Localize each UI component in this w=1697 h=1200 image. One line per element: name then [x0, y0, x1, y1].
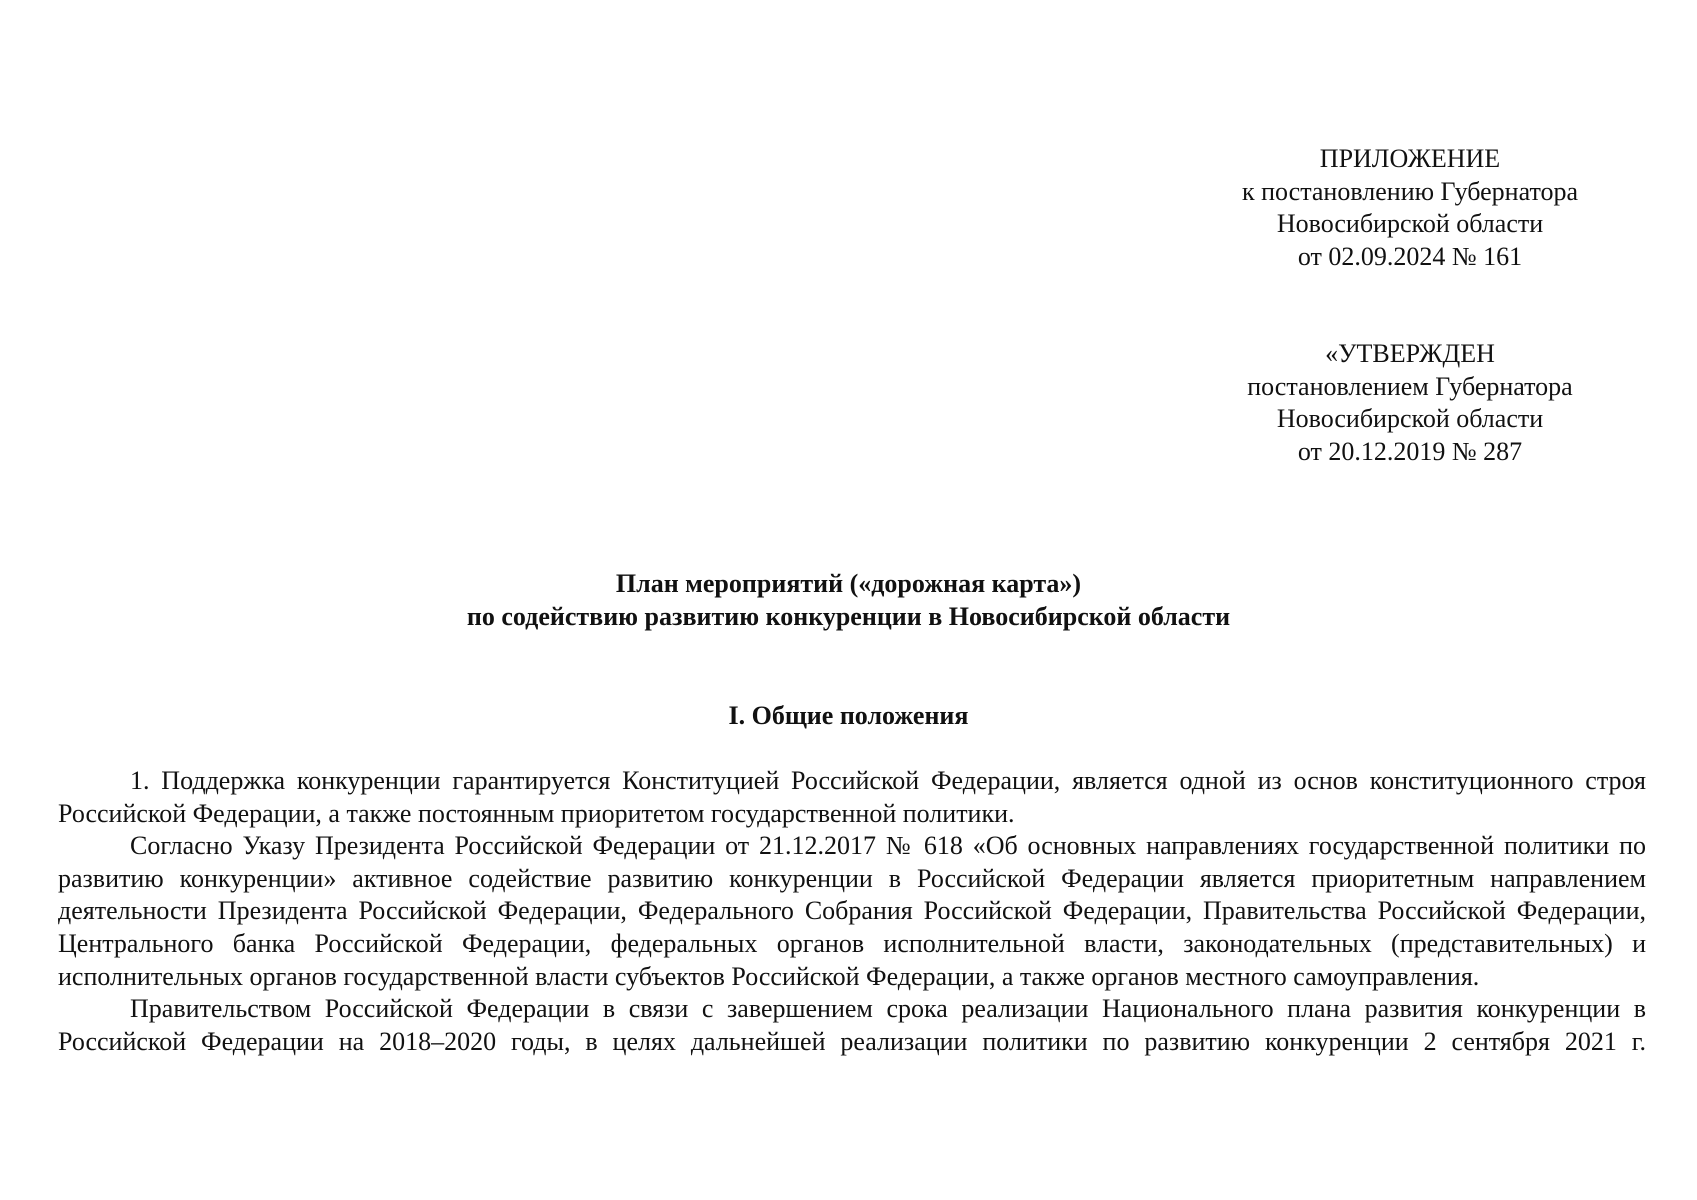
- document-title-line-1: План мероприятий («дорожная карта»): [615, 569, 1082, 598]
- appendix-stamp: [1140, 143, 1680, 273]
- document-title: [60, 568, 1637, 633]
- approval-date-number: от 20.12.2019 № 287: [1297, 436, 1523, 466]
- approval-label: «УТВЕРЖДЕН: [1325, 339, 1495, 368]
- appendix-reference: к постановлению Губернатора: [1241, 176, 1579, 206]
- section-heading: I. Общие положения: [728, 701, 969, 730]
- appendix-region: Новосибирской области: [1276, 209, 1544, 238]
- section-body: [58, 765, 1646, 1058]
- document-title-line-2: по содействию развитию конкуренции в Новосибирской области: [466, 601, 1231, 631]
- paragraph: Согласно Указу Президента Российской Федерации от 21.12.2017 № 618 «Об основных направлениях государственной политики по развитию конкуренции» активное содействие развитию конкуренции в Российской Федерации является приоритетным направлением деятельности Президента Российской Федерации, Федерального Собрания Российской Федерации, Правительства Российской Федерации, Центрального банка Российской Федерации, федеральных органов исполнительной власти, законодательных (представительных) и исполнительных органов государственной власти субъектов Российской Федерации, а также органов местного самоуправления.: [58, 831, 1646, 991]
- paragraph: 1. Поддержка конкуренции гарантируется Конституцией Российской Федерации, является одной из основ конституционного строя Российской Федерации, а также постоянным приоритетом государственной политики.: [58, 766, 1646, 828]
- approval-stamp: [1140, 338, 1680, 468]
- paragraph: Правительством Российской Федерации в связи с завершением срока реализации Национального плана развития конкуренции в Российской Федерации на 2018–2020 годы, в целях дальнейшей реализации политики по развитию конкуренции 2 сентября 2021 г.: [58, 994, 1646, 1056]
- appendix-label: ПРИЛОЖЕНИЕ: [1319, 144, 1501, 173]
- approval-region: Новосибирской области: [1276, 404, 1544, 433]
- appendix-date-number: от 02.09.2024 № 161: [1297, 241, 1523, 271]
- approval-reference: постановлением Губернатора: [1247, 371, 1573, 401]
